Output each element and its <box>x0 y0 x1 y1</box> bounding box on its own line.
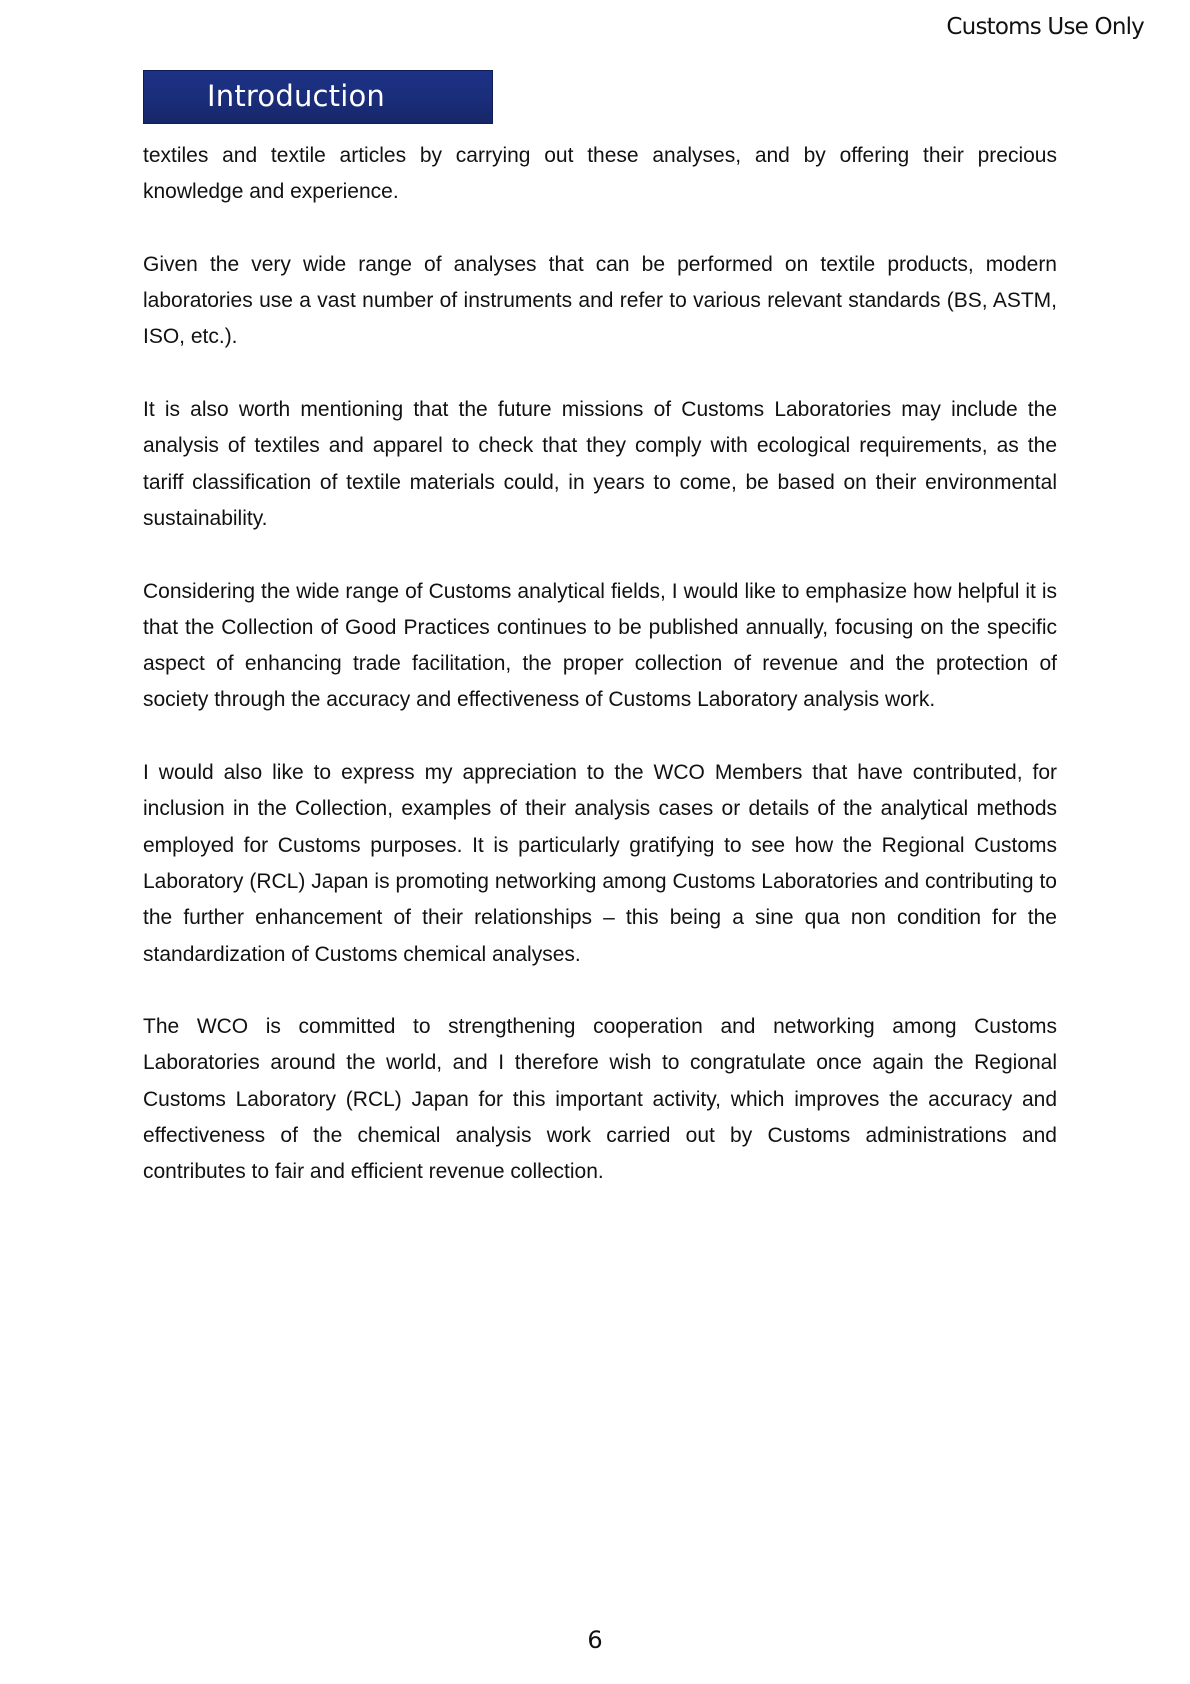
paragraph-4: Considering the wide range of Customs analytical fields, I would like to emphasize how helpful it is that the Collection of Good Practices continues to be published annually, focusing on the specific aspect of enhancing trade facilitation, the proper collection of revenue and the protection of society through the accuracy and effectiveness of Customs Laboratory analysis work. <box>143 579 1057 712</box>
section-banner <box>143 70 493 124</box>
section-title: Introduction <box>207 79 386 113</box>
paragraph-2: Given the very wide range of analyses that can be performed on textile products, modern laboratories use a vast number of instruments and refer to various relevant standards (BS, ASTM, ISO, etc.). <box>143 252 1057 349</box>
paragraph-6: The WCO is committed to strengthening cooperation and networking among Customs Laboratories around the world, and I therefore wish to congratulate once again the Regional Customs Laboratory (RCL) Japan for this important activity, which improves the accuracy and effectiveness of the chemical analysis work carried out by Customs administrations and contributes to fair and efficient revenue collection. <box>143 1015 1057 1184</box>
classification-label: Customs Use Only <box>946 14 1144 40</box>
paragraph-1: textiles and textile articles by carrying out these analyses, and by offering their precious knowledge and experience. <box>143 144 1057 204</box>
page-number: 6 <box>587 1626 603 1654</box>
paragraph-3: It is also worth mentioning that the future missions of Customs Laboratories may include the analysis of textiles and apparel to check that they comply with ecological requirements, as the tariff classification of textile materials could, in years to come, be based on their environmental sustainability. <box>143 398 1057 530</box>
paragraph-5: I would also like to express my appreciation to the WCO Members that have contributed, for inclusion in the Collection, examples of their analysis cases or details of the analytical methods employed for Customs purposes. It is particularly gratifying to see how the Regional Customs Laboratory (RCL) Japan is promoting networking among Customs Laboratories and contributing to the further enhancement of their relationships – this being a sine qua non condition for the standardization of Customs chemical analyses. <box>143 761 1057 966</box>
body-text <box>143 138 1057 1227</box>
